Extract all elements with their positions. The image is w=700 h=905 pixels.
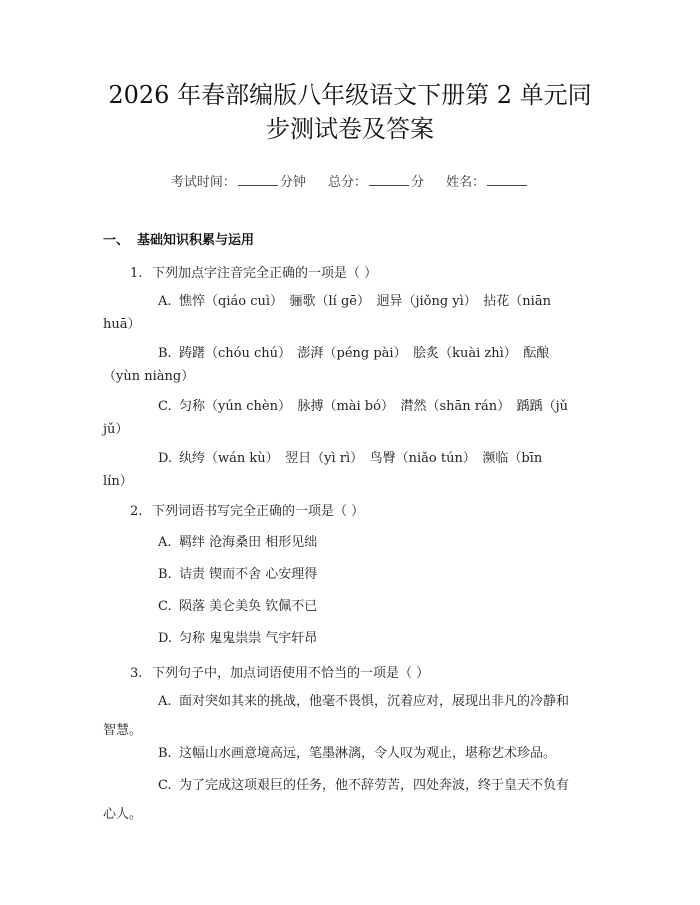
option-text: 憔悴（qiáo cuì） 骊歌（lí gē） 迥异（jiǒng yì） 拈花（niān — [179, 294, 551, 309]
question-text: 下列加点字注音完全正确的一项是（ ） — [152, 266, 378, 281]
q1-option-a — [103, 290, 599, 336]
option-text: 这幅山水画意境高远，笔墨淋漓，令人叹为观止，堪称艺术珍品。 — [179, 746, 557, 761]
total-score-blank — [369, 173, 409, 186]
exam-time-blank — [238, 173, 278, 186]
q3-option-b — [103, 739, 599, 768]
total-score — [328, 171, 424, 190]
option-label: D. — [158, 451, 173, 466]
question-1-stem — [130, 262, 377, 281]
option-text: 匀称（yún chèn） 脉搏（mài bó） 潸然（shān rán） 踽踽（jǔ — [179, 399, 568, 414]
option-label: A. — [158, 535, 172, 550]
option-text-continued: 智慧。 — [103, 723, 143, 738]
option-text-continued: huā） — [103, 317, 141, 332]
option-text-continued: jǔ） — [103, 422, 129, 437]
total-score-label: 总分： — [327, 175, 367, 190]
option-text: 踌躇（chóu chú） 澎湃（péng pài） 脍炙（kuài zhì） 酝酿 — [179, 346, 550, 361]
option-text: 羁绊 沧海桑田 相形见绌 — [179, 535, 318, 550]
option-text: 纨绔（wán kù） 翌日（yì rì） 鸟臀（niǎo tún） 濒临（bīn — [179, 451, 543, 466]
option-label: B. — [158, 746, 172, 761]
option-label: C. — [158, 778, 172, 793]
q3-option-c — [103, 771, 599, 829]
question-number: 3. — [130, 666, 143, 681]
exam-time-unit: 分钟 — [279, 175, 306, 190]
question-number: 1. — [130, 266, 143, 281]
question-text: 下列句子中，加点词语使用不恰当的一项是（ ） — [152, 666, 430, 681]
option-label: A. — [158, 694, 172, 709]
option-text: 匀称 鬼鬼祟祟 气宇轩昂 — [179, 631, 318, 646]
q2-option-b — [158, 563, 608, 586]
exam-time-label: 考试时间： — [170, 175, 236, 190]
q2-option-c — [158, 595, 608, 618]
student-name-blank — [487, 173, 527, 186]
section-title: 基础知识积累与运用 — [137, 233, 255, 248]
question-3-stem — [130, 662, 429, 681]
q2-option-a — [158, 531, 608, 554]
exam-time — [171, 171, 306, 190]
student-name-label: 姓名： — [446, 175, 486, 190]
q1-option-c — [103, 395, 599, 441]
question-number: 2. — [130, 504, 143, 519]
question-text: 下列词语书写完全正确的一项是（ ） — [152, 504, 365, 519]
option-text: 为了完成这项艰巨的任务，他不辞劳苦，四处奔波，终于皇天不负有 — [179, 778, 570, 793]
option-text: 面对突如其来的挑战，他毫不畏惧，沉着应对，展现出非凡的冷静和 — [179, 694, 570, 709]
section-number: 一、 — [103, 233, 130, 248]
q2-option-d — [158, 627, 608, 650]
option-label: B. — [158, 346, 172, 361]
option-label: D. — [158, 631, 173, 646]
question-2-stem — [130, 500, 364, 519]
student-name — [446, 171, 529, 190]
q1-option-b — [103, 342, 599, 388]
q3-option-a — [103, 687, 599, 745]
option-text: 陨落 美仑美奂 钦佩不已 — [179, 599, 318, 614]
option-label: C. — [158, 399, 172, 414]
option-text-continued: lín） — [103, 474, 133, 489]
option-text-continued: （yùn niàng） — [103, 369, 195, 384]
option-label: B. — [158, 567, 172, 582]
option-label: C. — [158, 599, 172, 614]
section-heading — [103, 229, 254, 248]
option-label: A. — [158, 294, 172, 309]
title-line-1: 2026 年春部编版八年级语文下册第 2 单元同 — [108, 81, 592, 109]
page-title — [60, 78, 640, 146]
q1-option-d — [103, 447, 599, 493]
exam-meta — [0, 171, 700, 190]
option-text-continued: 心人。 — [103, 807, 143, 822]
title-line-2: 步测试卷及答案 — [266, 115, 434, 143]
total-score-unit: 分 — [411, 175, 425, 190]
option-text: 诘责 锲而不舍 心安理得 — [179, 567, 318, 582]
